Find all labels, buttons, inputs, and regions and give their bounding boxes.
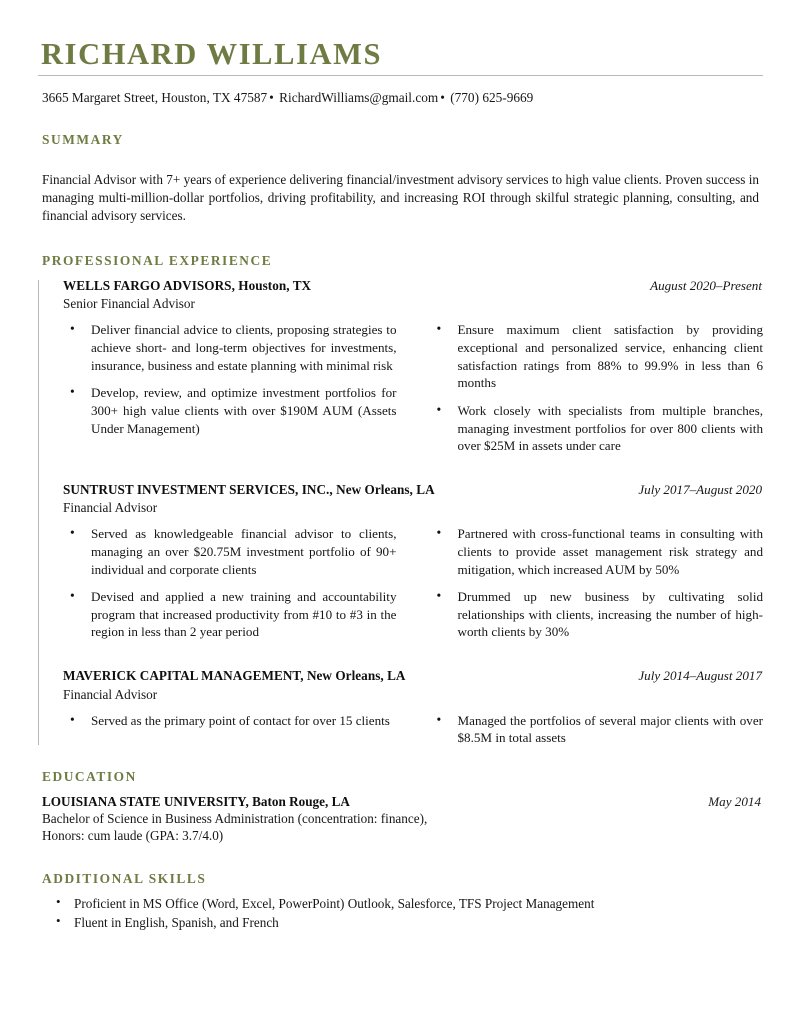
honors-line: Honors: cum laude (GPA: 3.7/4.0) (42, 828, 224, 844)
bullet-column-left (63, 525, 397, 641)
bullet-list (63, 712, 397, 730)
summary-text: Financial Advisor with 7+ years of experience delivering financial/investment advisory services to high value clients. Proven success in managing multi-million-dollar portfolios, driving profitability, and increasing ROI through skilful strategic planning, consulting, and financial advisory services. (42, 171, 759, 223)
degree-line: Bachelor of Science in Business Administration (concentration: finance), (42, 811, 428, 826)
contact-separator-2: • (440, 90, 445, 106)
contact-email[interactable]: RichardWilliams@gmail.com (279, 90, 439, 106)
bullet-columns (63, 712, 763, 747)
employment-dates: July 2014–August 2017 (638, 668, 762, 684)
section-title-skills: ADDITIONAL SKILLS (42, 870, 207, 886)
bullet-list (430, 712, 764, 747)
experience-list (38, 278, 763, 747)
bullet-column-left (63, 321, 397, 454)
section-skills (38, 871, 763, 933)
bullet-item: • Devised and applied a new training and accountability program that increased productivity from #10 to #3 in the region in less than 2 year period (63, 588, 397, 641)
employment-dates: August 2020–Present (650, 277, 762, 293)
bullet-columns (63, 321, 763, 454)
school-name (42, 794, 350, 810)
experience-item-header (63, 278, 763, 295)
experience-item (63, 668, 763, 747)
employment-dates: July 2017–August 2020 (638, 481, 762, 497)
employer-name (63, 668, 406, 685)
bullet-list (63, 321, 397, 437)
employer-location: , New Orleans, LA (300, 668, 406, 684)
employer-org: MAVERICK CAPITAL MANAGEMENT (63, 668, 301, 684)
experience-item-header (63, 482, 763, 499)
bullet-column-right (430, 525, 764, 641)
bullet-item: • Deliver financial advice to clients, proposing strategies to achieve short- and long-term objectives for investments, insurance, business and estate planning with minimal risk (63, 321, 397, 374)
education-item (38, 785, 763, 845)
section-title-education: EDUCATION (42, 768, 137, 784)
bullet-item: • Managed the portfolios of several major clients with over $8.5M in total assets (430, 712, 764, 747)
bullet-item: • Develop, review, and optimize investment portfolios for 300+ high value clients with over $190M AUM (Assets Under Management) (63, 384, 397, 437)
employer-location: , Houston, TX (231, 277, 312, 293)
bullet-column-right (430, 321, 764, 454)
bullet-item: • Work closely with specialists from multiple branches, managing investment portfolios for over 800 clients with over $25M in assets under care (430, 402, 764, 455)
job-title: Financial Advisor (63, 686, 158, 702)
bullet-list (430, 525, 764, 641)
section-title-experience: PROFESSIONAL EXPERIENCE (42, 252, 273, 268)
contact-phone[interactable]: (770) 625-9669 (450, 90, 534, 106)
skills-body (38, 887, 763, 933)
bullet-column-left (63, 712, 397, 747)
resume-header (38, 38, 763, 107)
contact-separator-1: • (269, 90, 274, 106)
skill-item: • Proficient in MS Office (Word, Excel, PowerPoint) Outlook, Salesforce, TFS Project Management (42, 894, 759, 913)
employer-location: , New Orleans, LA (329, 481, 435, 497)
bullet-item: • Ensure maximum client satisfaction by providing exceptional and personalized service, enhancing client satisfaction ratings from 88% to 99.9% in less than 6 months (430, 321, 764, 391)
skill-item: • Fluent in English, Spanish, and French (42, 913, 759, 932)
experience-item-header (63, 668, 763, 685)
bullet-column-right (430, 712, 764, 747)
bullet-list (430, 321, 764, 454)
employer-org: WELLS FARGO ADVISORS (63, 277, 232, 293)
bullet-item: • Drummed up new business by cultivating solid relationships with clients, increasing the number of high-worth clients by 30% (430, 588, 764, 641)
job-title: Financial Advisor (63, 500, 158, 516)
job-title: Senior Financial Advisor (63, 296, 195, 312)
section-education (38, 769, 763, 845)
school-location: , Baton Rouge, LA (245, 794, 350, 809)
employer-name (63, 482, 435, 499)
skills-list (42, 894, 759, 933)
section-summary (38, 132, 763, 225)
experience-item (63, 278, 763, 455)
bullet-item: • Served as the primary point of contact for over 15 clients (63, 712, 397, 730)
bullet-item: • Served as knowledgeable financial advisor to clients, managing an over $20.75M investment portfolio of 90+ individual and corporate clients (63, 525, 397, 578)
experience-item (63, 482, 763, 641)
bullet-columns (63, 525, 763, 641)
section-title-summary: SUMMARY (42, 131, 124, 147)
graduation-date: May 2014 (708, 794, 761, 809)
bullet-item: • Partnered with cross-functional teams in consulting with clients to provide asset management risk strategy and mitigation, which increased AUM by 50% (430, 525, 764, 578)
contact-line (38, 76, 763, 106)
education-item-header (42, 794, 761, 810)
employer-name (63, 278, 311, 295)
candidate-name: RICHARD WILLIAMS (41, 37, 383, 71)
contact-address: 3665 Margaret Street, Houston, TX 47587 (42, 90, 268, 106)
school-org: LOUISIANA STATE UNIVERSITY (42, 794, 246, 809)
bullet-list (63, 525, 397, 641)
employer-org: SUNTRUST INVESTMENT SERVICES, INC. (63, 481, 330, 497)
section-experience (38, 253, 763, 747)
